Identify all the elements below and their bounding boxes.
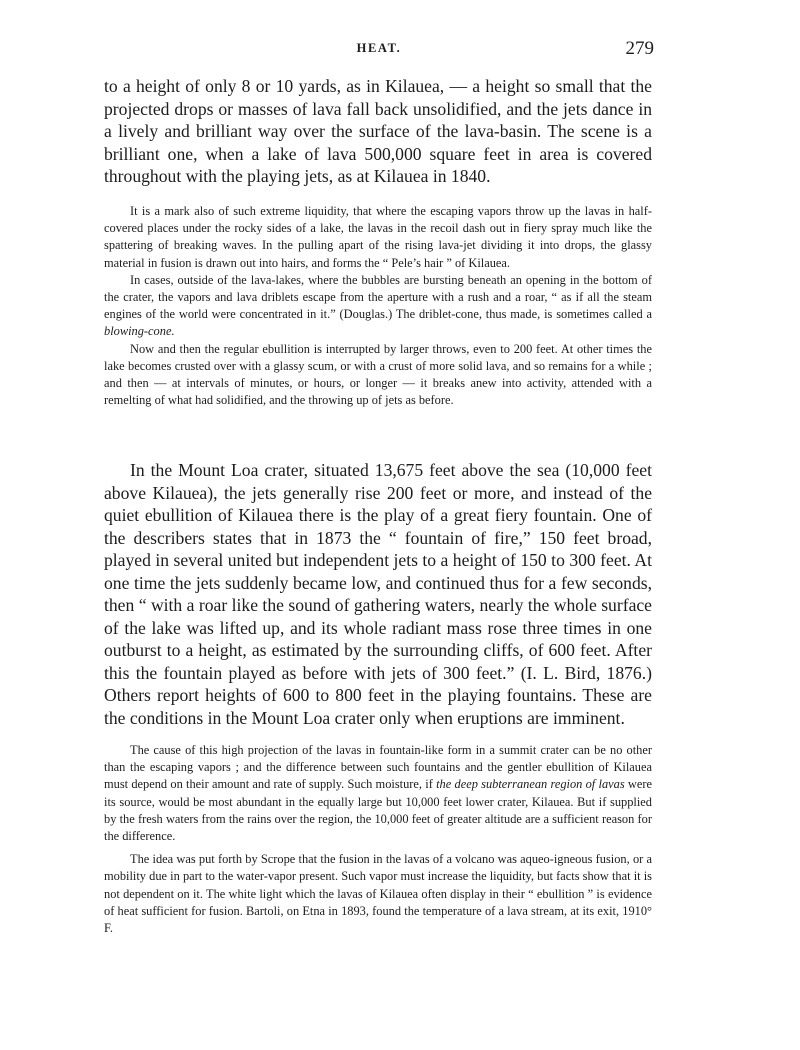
running-head bbox=[104, 38, 654, 62]
paragraph-continued: to a height of only 8 or 10 yards, as in Kilauea, — a height so small that the projected drops or masses of lava fall back unsolidified, and the jets dance in a lively and brilliant way over the surface of the lava-basin. The scene is a brilliant one, when a lake of lava 500,000 square feet in area is covered throughout with the playing jets, as at Kilauea in 1840. bbox=[104, 76, 652, 186]
note-cause-text-after: were its source, would be most abundant in the equally large but 10,000 feet lower crater, Kilauea. But if supplied by the fresh waters from the rains over the region, the 10,000 feet of greater altitude are a sufficient reason for the difference. bbox=[104, 777, 652, 844]
paragraph-mount-loa bbox=[104, 459, 652, 729]
note-cause-of-projection bbox=[104, 742, 652, 845]
note-scrope-fusion: The idea was put forth by Scrope that the fusion in the lavas of a volcano was aqueo-igneous fusion, or a mobility due in part to the water-vapor present. Such vapor must increase the liquidity, but facts show that it is not dependent on it. The white light which the lavas of Kilauea often display in their “ ebullition ” is evidence of heat sufficient for fusion. Bartoli, on Etna in 1893, found the temperature of a lava stream, at its exit, 1910° F. bbox=[104, 852, 652, 936]
note-pele-hair: It is a mark also of such extreme liquidity, that where the escaping vapors throw up the lavas in half-covered places under the rocky sides of a lake, the lavas in the recoil dash out in fiery spray much like the spattering of breaking waves. In the pulling apart of the rising lava-jet dividing it into drops, the glassy material in fusion is drawn out into hairs, and forms the “ Pele’s hair ” of Kilauea. bbox=[104, 204, 652, 270]
term-blowing-cone: blowing-cone. bbox=[104, 324, 175, 339]
note-cause-text-before: The cause of this high projection of the lavas in fountain-like form in a summit crater can be no other than the escaping vapors ; and the difference between such fountains and the gentler ebullition of Kilauea must depend on their amount and rate of supply. Such moisture, if bbox=[104, 743, 652, 792]
note-blowing-cone-text: In cases, outside of the lava-lakes, where the bubbles are bursting beneath an opening in the bottom of the crater, the vapors and lava driblets escape from the aperture with a rush and a roar, “ as if all the steam engines of the world were concentrated in it.” (Douglas.) The driblet-cone, thus made, is sometimes called a bbox=[104, 272, 652, 322]
chapter-title: HEAT. bbox=[356, 41, 402, 55]
term-deep-subterranean-region: the deep subterranean region of lavas bbox=[436, 777, 625, 792]
page-number: 279 bbox=[625, 38, 654, 59]
paragraph-mount-loa-text: In the Mount Loa crater, situated 13,675 feet above the sea (10,000 feet above Kilauea), the jets generally rise 200 feet or more, and instead of the quiet ebullition of Kilauea there is the play of a great fiery fountain. One of the describers states that in 1873 the “ fountain of fire,” 150 feet broad, played in several united but independent jets to a height of 150 to 300 feet. At one time the jets suddenly became low, and continued thus for a few seconds, then “ with a roar like the sound of gathering waters, nearly the whole surface of the lake was lifted up, and its whole radiant mass rose three times in one outburst to a height, as estimated by the surrounding cliffs, of 600 feet. After this the fountain played as before with jets of 300 feet.” (I. L. Bird, 1876.) Others report heights of 600 to 800 feet in the playing fountains. These are the conditions in the Mount Loa crater only when eruptions are imminent. bbox=[104, 460, 652, 728]
note-ebullition-interrupted: Now and then the regular ebullition is interrupted by larger throws, even to 200 feet. At other times the lake becomes crusted over with a glassy scum, or with a crust of more solid lava, and so remains for a while ; and then — at intervals of minutes, or hours, or longer — it breaks anew into activity, attended with a remelting of what had solidified, and the throwing up of jets as before. bbox=[104, 341, 652, 408]
note-blowing-cone bbox=[104, 272, 652, 341]
small-print-note-liquidity bbox=[104, 203, 652, 409]
small-print-note-cause bbox=[104, 742, 652, 937]
